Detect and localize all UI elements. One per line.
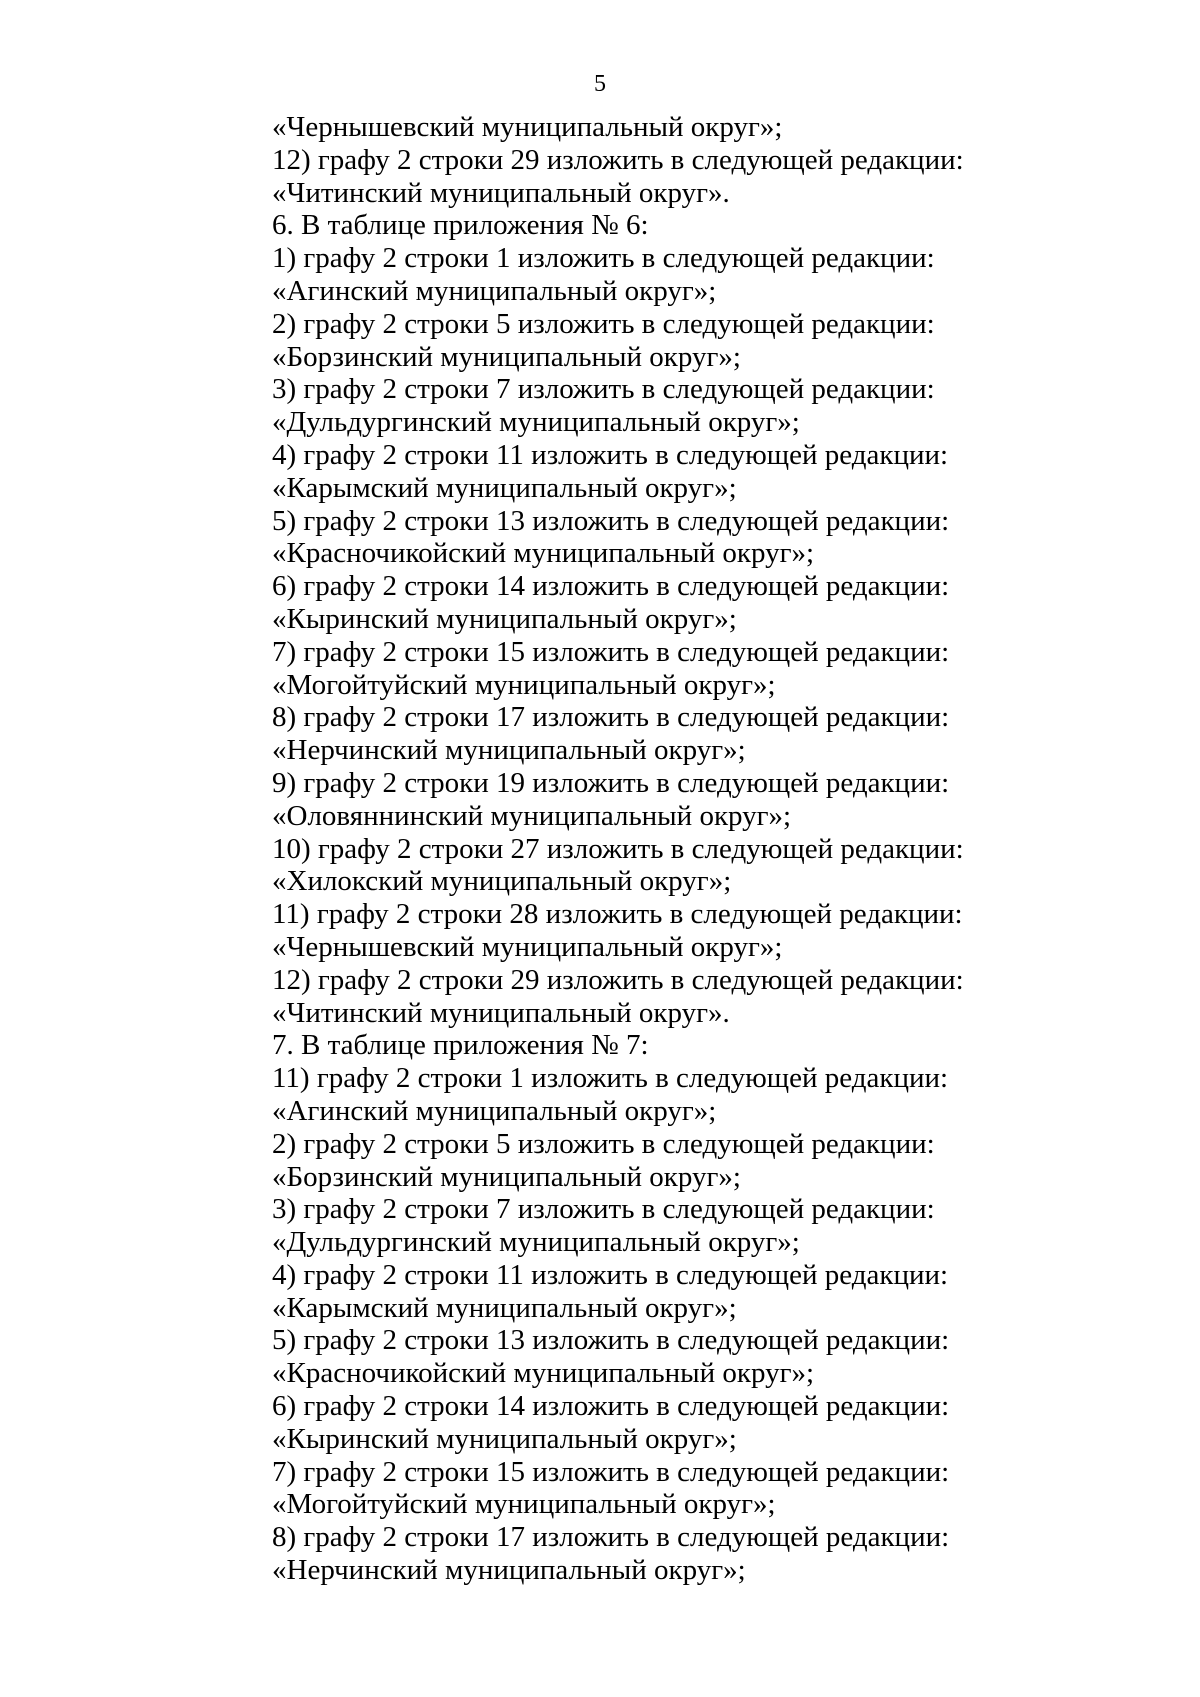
text-line: 1) графу 2 строки 1 изложить в следующей редакции: (272, 242, 935, 275)
text-line: «Чернышевский муниципальный округ»; (272, 930, 783, 963)
text-line: 4) графу 2 строки 11 изложить в следующей редакции: (272, 438, 949, 471)
text-line: «Карымский муниципальный округ»; (272, 1291, 737, 1324)
text-line: 10) графу 2 строки 27 изложить в следующей редакции: (272, 832, 964, 865)
body-text (272, 111, 1032, 1587)
text-line: 3) графу 2 строки 7 изложить в следующей редакции: (272, 373, 935, 406)
text-line: «Нерчинский муниципальный округ»; (272, 1554, 746, 1587)
text-line: 6) графу 2 строки 14 изложить в следующей редакции: (272, 570, 950, 603)
text-line: «Красночикойский муниципальный округ»; (272, 1357, 815, 1390)
text-line: «Дульдургинский муниципальный округ»; (272, 406, 800, 439)
text-line: 2) графу 2 строки 5 изложить в следующей редакции: (272, 307, 935, 340)
text-line: 9) графу 2 строки 19 изложить в следующей редакции: (272, 766, 950, 799)
text-line: 6) графу 2 строки 14 изложить в следующей редакции: (272, 1390, 950, 1423)
text-line: 7) графу 2 строки 15 изложить в следующей редакции: (272, 1455, 950, 1488)
text-line: «Красночикойский муниципальный округ»; (272, 537, 815, 570)
text-line: «Нерчинский муниципальный округ»; (272, 734, 746, 767)
text-line: «Кыринский муниципальный округ»; (272, 1422, 737, 1455)
text-line: 3) графу 2 строки 7 изложить в следующей редакции: (272, 1193, 935, 1226)
text-line: «Карымский муниципальный округ»; (272, 471, 737, 504)
text-line: «Борзинский муниципальный округ»; (272, 340, 741, 373)
text-line: «Агинский муниципальный округ»; (272, 1094, 717, 1127)
text-line: 5) графу 2 строки 13 изложить в следующей редакции: (272, 1324, 950, 1357)
text-line: 4) графу 2 строки 11 изложить в следующей редакции: (272, 1258, 949, 1291)
text-line: «Агинский муниципальный округ»; (272, 274, 717, 307)
section-heading: 7. В таблице приложения № 7: (272, 1029, 649, 1062)
text-line: «Кыринский муниципальный округ»; (272, 602, 737, 635)
text-line: 7) графу 2 строки 15 изложить в следующей редакции: (272, 635, 950, 668)
text-line: 5) графу 2 строки 13 изложить в следующей редакции: (272, 504, 950, 537)
text-line: 8) графу 2 строки 17 изложить в следующей редакции: (272, 1521, 950, 1554)
text-line: «Чернышевский муниципальный округ»; (272, 111, 783, 143)
text-line: 2) графу 2 строки 5 изложить в следующей редакции: (272, 1127, 935, 1160)
text-line: «Могойтуйский муниципальный округ»; (272, 1488, 776, 1521)
text-line: «Хилокский муниципальный округ»; (272, 865, 732, 898)
text-line: «Читинский муниципальный округ». (272, 996, 730, 1029)
text-line: 8) графу 2 строки 17 изложить в следующей редакции: (272, 701, 950, 734)
text-line: 12) графу 2 строки 29 изложить в следующей редакции: (272, 143, 964, 176)
text-line: «Дульдургинский муниципальный округ»; (272, 1226, 800, 1259)
text-line: 11) графу 2 строки 1 изложить в следующей редакции: (272, 1062, 949, 1095)
text-line: 11) графу 2 строки 28 изложить в следующей редакции: (272, 898, 963, 931)
text-line: «Читинский муниципальный округ». (272, 176, 730, 209)
text-line: «Оловяннинский муниципальный округ»; (272, 799, 792, 832)
page-number: 5 (594, 71, 606, 97)
text-line: «Борзинский муниципальный округ»; (272, 1160, 741, 1193)
text-line: «Могойтуйский муниципальный округ»; (272, 668, 776, 701)
text-line: 12) графу 2 строки 29 изложить в следующей редакции: (272, 963, 964, 996)
section-heading: 6. В таблице приложения № 6: (272, 209, 649, 242)
